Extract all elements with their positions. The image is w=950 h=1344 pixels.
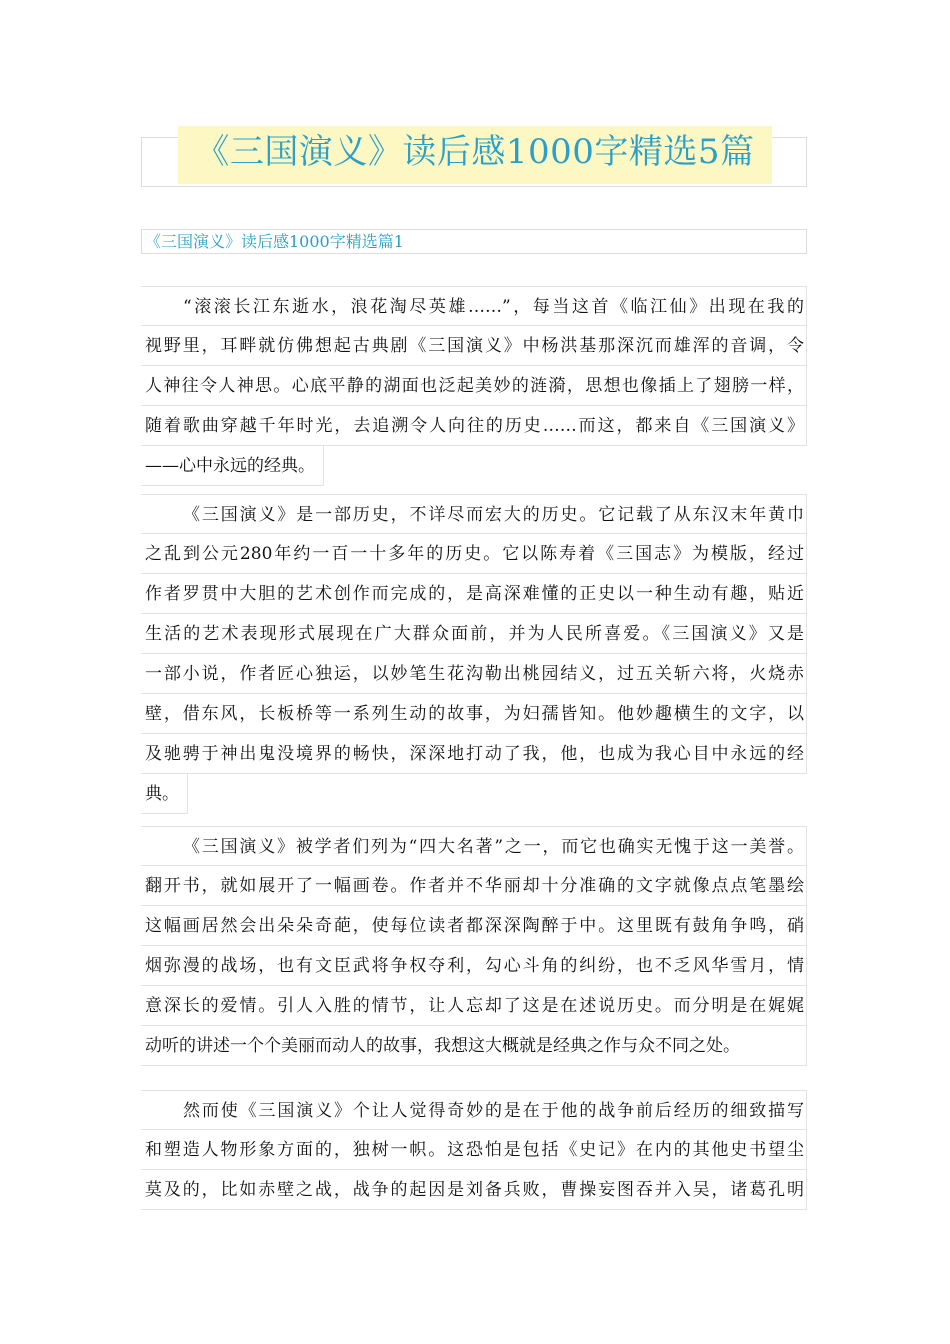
paragraph-line: 《三国演义》是一部历史，不详尽而宏大的历史。它记载了从东汉末年黄巾 xyxy=(141,494,807,534)
paragraph-line: 壁，借东风，长板桥等一系列生动的故事，为妇孺皆知。他妙趣横生的文字，以 xyxy=(141,694,807,734)
paragraph-line: 人神往令人神思。心底平静的湖面也泛起美妙的涟漪，思想也像插上了翅膀一样， xyxy=(141,366,807,406)
paragraph-line: 和塑造人物形象方面的，独树一帜。这恐怕是包括《史记》在内的其他史书望尘 xyxy=(141,1130,807,1170)
paragraph-line: 意深长的爱情。引人入胜的情节，让人忘却了这是在述说历史。而分明是在娓娓 xyxy=(141,986,807,1026)
paragraph-line: “滚滚长江东逝水，浪花淘尽英雄……”，每当这首《临江仙》出现在我的 xyxy=(141,286,807,326)
paragraph-line: 这幅画居然会出朵朵奇葩，使每位读者都深深陶醉于中。这里既有鼓角争鸣，硝 xyxy=(141,906,807,946)
paragraph-1 xyxy=(141,286,807,486)
paragraph-line: ——心中永远的经典。 xyxy=(141,446,324,486)
paragraph-line: 动听的讲述一个个美丽而动人的故事，我想这大概就是经典之作与众不同之处。 xyxy=(141,1026,807,1066)
paragraph-line: 作者罗贯中大胆的艺术创作而完成的，是高深难懂的正史以一种生动有趣，贴近 xyxy=(141,574,807,614)
paragraph-line: 翻开书，就如展开了一幅画卷。作者并不华丽却十分准确的文字就像点点笔墨绘 xyxy=(141,866,807,906)
paragraph-line: 莫及的，比如赤壁之战，战争的起因是刘备兵败，曹操妄图吞并入吴，诸葛孔明 xyxy=(141,1170,807,1210)
paragraph-line: 随着歌曲穿越千年时光，去追溯令人向往的历史……而这，都来自《三国演义》 xyxy=(141,406,807,446)
paragraph-line: 一部小说，作者匠心独运，以妙笔生花沟勒出桃园结义，过五关斩六将，火烧赤 xyxy=(141,654,807,694)
section-heading: 《三国演义》读后感1000字精选篇1 xyxy=(141,229,807,254)
paragraph-4 xyxy=(141,1090,807,1210)
paragraph-3 xyxy=(141,826,807,1066)
paragraph-line: 视野里，耳畔就仿佛想起古典剧《三国演义》中杨洪基那深沉而雄浑的音调，令 xyxy=(141,326,807,366)
paragraph-line: 然而使《三国演义》个让人觉得奇妙的是在于他的战争前后经历的细致描写 xyxy=(141,1090,807,1130)
paragraph-line: 《三国演义》被学者们列为“四大名著”之一，而它也确实无愧于这一美誉。 xyxy=(141,826,807,866)
paragraph-line: 之乱到公元280年约一百一十多年的历史。它以陈寿着《三国志》为模版，经过 xyxy=(141,534,807,574)
paragraph-line: 及驰骋于神出鬼没境界的畅快，深深地打动了我，他，也成为我心目中永远的经 xyxy=(141,734,807,774)
paragraph-line: 典。 xyxy=(141,774,188,814)
paragraph-line: 烟弥漫的战场，也有文臣武将争权夺利，勾心斗角的纠纷，也不乏风华雪月，情 xyxy=(141,946,807,986)
document-title: 《三国演义》读后感1000字精选5篇 xyxy=(178,126,772,184)
paragraph-line: 生活的艺术表现形式展现在广大群众面前，并为人民所喜爱。《三国演义》又是 xyxy=(141,614,807,654)
paragraph-2 xyxy=(141,494,807,814)
